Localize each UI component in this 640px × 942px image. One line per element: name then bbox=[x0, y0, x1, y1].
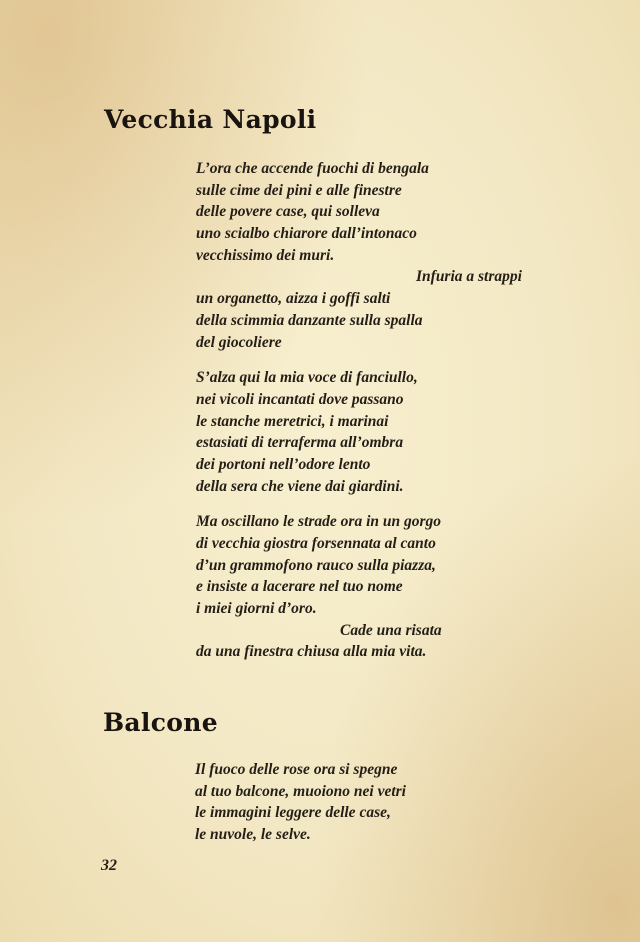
verse-line: uno scialbo chiarore dall’intonaco bbox=[196, 225, 417, 243]
verse-line: della scimmia danzante sulla spalla bbox=[196, 311, 423, 329]
poem-title: Vecchia Napoli bbox=[104, 105, 317, 134]
verse-line: Ma oscillano le strade ora in un gorgo bbox=[196, 513, 442, 531]
verse-line: sulle cime dei pini e alle finestre bbox=[196, 181, 402, 199]
stanza-break bbox=[196, 353, 522, 367]
stanza-break bbox=[196, 497, 522, 511]
poem-body bbox=[196, 158, 522, 663]
verse-line-indented: Infuria a strappi bbox=[416, 268, 522, 286]
verse-line: le immagini leggere delle case, bbox=[195, 804, 391, 822]
page-number: 32 bbox=[101, 857, 117, 874]
stanza bbox=[195, 759, 406, 846]
verse-line: Il fuoco delle rose ora si spegne bbox=[195, 761, 398, 778]
verse-line: e insiste a lacerare nel tuo nome bbox=[196, 578, 403, 596]
stanza bbox=[196, 367, 522, 497]
verse-line: nei vicoli incantati dove passano bbox=[196, 390, 404, 408]
stanza bbox=[196, 158, 522, 353]
poem-body bbox=[195, 759, 406, 846]
verse-line: del giocoliere bbox=[196, 333, 282, 351]
verse-line: S’alza qui la mia voce di fanciullo, bbox=[196, 369, 418, 387]
verse-line: di vecchia giostra forsennata al canto bbox=[196, 535, 436, 552]
stanza bbox=[196, 511, 522, 663]
verse-line: estasiati di terraferma all’ombra bbox=[196, 434, 404, 452]
verse-line: della sera che viene dai giardini. bbox=[196, 477, 404, 495]
verse-line: delle povere case, qui solleva bbox=[196, 203, 380, 221]
verse-line: un organetto, aizza i goffi salti bbox=[196, 290, 391, 308]
verse-line: d’un grammofono rauco sulla piazza, bbox=[196, 556, 436, 574]
verse-line: da una finestra chiusa alla mia vita. bbox=[196, 643, 427, 661]
verse-line: dei portoni nell’odore lento bbox=[196, 455, 371, 473]
verse-line: al tuo balcone, muoiono nei vetri bbox=[195, 782, 406, 800]
poem-title: Balcone bbox=[103, 708, 218, 737]
verse-line: i miei giorni d’oro. bbox=[196, 600, 317, 618]
verse-line: le nuvole, le selve. bbox=[195, 826, 311, 844]
verse-line: le stanche meretrici, i marinai bbox=[196, 412, 389, 430]
verse-line: L’ora che accende fuochi di bengala bbox=[196, 160, 429, 177]
verse-line: vecchissimo dei muri. bbox=[196, 246, 335, 264]
verse-line-indented: Cade una risata bbox=[340, 621, 442, 639]
